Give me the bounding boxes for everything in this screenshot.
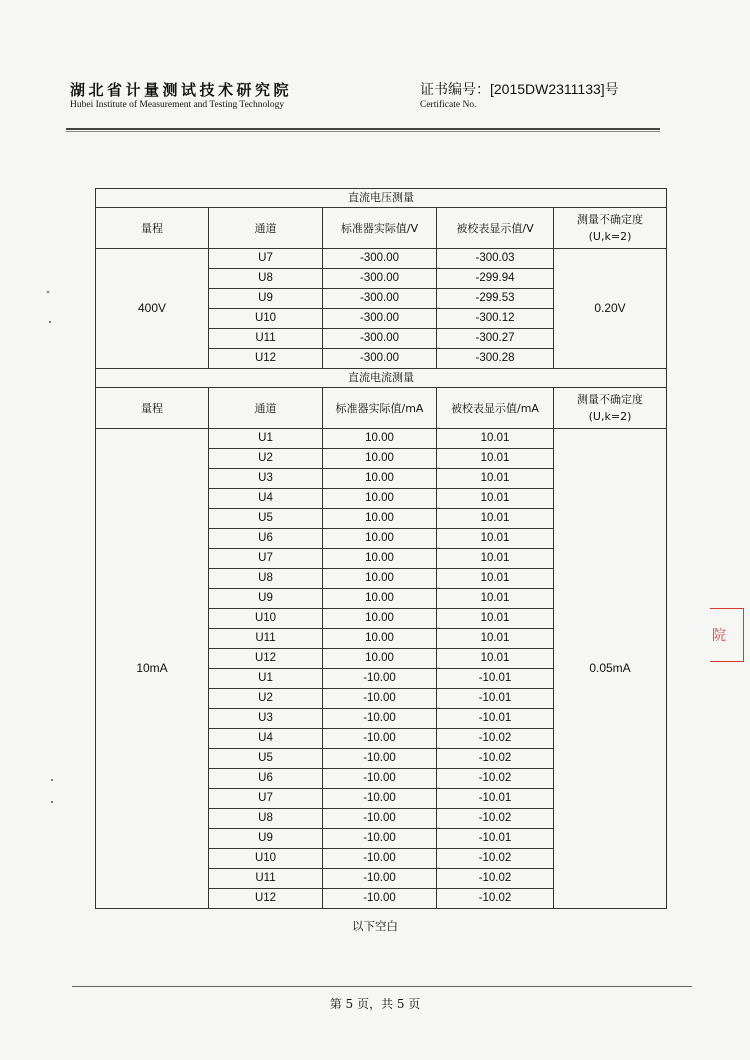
displayed-value-cell: -10.02 bbox=[437, 749, 554, 769]
footer-divider bbox=[72, 986, 692, 987]
institute-name-en: Hubei Institute of Measurement and Testing Technology bbox=[70, 100, 285, 110]
voltage-section-title: 直流电压测量 bbox=[96, 189, 667, 208]
channel-cell: U10 bbox=[209, 849, 323, 869]
standard-value-cell: -10.00 bbox=[323, 729, 437, 749]
channel-cell: U11 bbox=[209, 329, 323, 349]
certificate-number-value: [2015DW2311133] bbox=[490, 81, 605, 97]
scan-speck bbox=[51, 779, 53, 781]
scan-speck bbox=[51, 801, 53, 803]
standard-value-cell: -300.00 bbox=[323, 289, 437, 309]
scan-speck bbox=[49, 321, 51, 323]
channel-cell: U10 bbox=[209, 309, 323, 329]
channel-cell: U9 bbox=[209, 289, 323, 309]
channel-cell: U12 bbox=[209, 649, 323, 669]
certificate-label-en: Certificate No. bbox=[420, 100, 477, 110]
displayed-value-cell: -10.02 bbox=[437, 849, 554, 869]
displayed-value-cell: -299.53 bbox=[437, 289, 554, 309]
standard-value-cell: 10.00 bbox=[323, 569, 437, 589]
voltage-section-row bbox=[96, 189, 667, 208]
range-header: 量程 bbox=[96, 388, 209, 429]
channel-header: 通道 bbox=[209, 208, 323, 249]
current-header-row bbox=[96, 388, 667, 429]
certificate-suffix: 号 bbox=[604, 82, 619, 98]
channel-cell: U1 bbox=[209, 669, 323, 689]
channel-cell: U2 bbox=[209, 449, 323, 469]
displayed-value-cell: -10.01 bbox=[437, 689, 554, 709]
displayed-value-cell: -299.94 bbox=[437, 269, 554, 289]
channel-cell: U9 bbox=[209, 829, 323, 849]
displayed-value-cell: -300.03 bbox=[437, 249, 554, 269]
channel-cell: U5 bbox=[209, 509, 323, 529]
channel-cell: U8 bbox=[209, 809, 323, 829]
standard-value-cell: 10.00 bbox=[323, 469, 437, 489]
current-section-title: 直流电流测量 bbox=[96, 369, 667, 388]
voltage-dut-header: 被校表显示值/V bbox=[437, 208, 554, 249]
displayed-value-cell: -10.02 bbox=[437, 889, 554, 909]
standard-value-cell: -300.00 bbox=[323, 269, 437, 289]
channel-cell: U11 bbox=[209, 629, 323, 649]
standard-value-cell: -300.00 bbox=[323, 309, 437, 329]
displayed-value-cell: 10.01 bbox=[437, 569, 554, 589]
displayed-value-cell: 10.01 bbox=[437, 429, 554, 449]
standard-value-cell: -10.00 bbox=[323, 849, 437, 869]
standard-value-cell: 10.00 bbox=[323, 529, 437, 549]
displayed-value-cell: -10.01 bbox=[437, 709, 554, 729]
displayed-value-cell: 10.01 bbox=[437, 529, 554, 549]
displayed-value-cell: 10.01 bbox=[437, 589, 554, 609]
standard-value-cell: -10.00 bbox=[323, 749, 437, 769]
channel-cell: U8 bbox=[209, 269, 323, 289]
certificate-label: 证书编号： bbox=[420, 82, 490, 98]
standard-value-cell: -10.00 bbox=[323, 669, 437, 689]
channel-cell: U3 bbox=[209, 709, 323, 729]
channel-cell: U12 bbox=[209, 889, 323, 909]
standard-value-cell: -300.00 bbox=[323, 349, 437, 369]
uncertainty-header bbox=[554, 208, 667, 249]
channel-cell: U8 bbox=[209, 569, 323, 589]
channel-cell: U4 bbox=[209, 489, 323, 509]
channel-cell: U11 bbox=[209, 869, 323, 889]
standard-value-cell: -10.00 bbox=[323, 889, 437, 909]
standard-value-cell: -10.00 bbox=[323, 769, 437, 789]
standard-value-cell: 10.00 bbox=[323, 549, 437, 569]
standard-value-cell: -10.00 bbox=[323, 789, 437, 809]
channel-cell: U10 bbox=[209, 609, 323, 629]
certificate-number bbox=[420, 79, 619, 99]
displayed-value-cell: -10.01 bbox=[437, 789, 554, 809]
standard-value-cell: 10.00 bbox=[323, 449, 437, 469]
displayed-value-cell: 10.01 bbox=[437, 449, 554, 469]
channel-cell: U3 bbox=[209, 469, 323, 489]
current-dut-header: 被校表显示值/mA bbox=[437, 388, 554, 429]
range-header: 量程 bbox=[96, 208, 209, 249]
uncertainty-header-line1: 测量不确定度 bbox=[577, 393, 643, 406]
displayed-value-cell: -300.27 bbox=[437, 329, 554, 349]
voltage-uncertainty-cell: 0.20V bbox=[554, 249, 667, 369]
current-section-row bbox=[96, 369, 667, 388]
voltage-std-header: 标准器实际值/V bbox=[323, 208, 437, 249]
uncertainty-header-line2: (U,k=2) bbox=[588, 230, 632, 243]
displayed-value-cell: -300.28 bbox=[437, 349, 554, 369]
displayed-value-cell: 10.01 bbox=[437, 469, 554, 489]
channel-cell: U2 bbox=[209, 689, 323, 709]
displayed-value-cell: 10.01 bbox=[437, 609, 554, 629]
channel-header: 通道 bbox=[209, 388, 323, 429]
uncertainty-header bbox=[554, 388, 667, 429]
displayed-value-cell: -10.02 bbox=[437, 809, 554, 829]
displayed-value-cell: 10.01 bbox=[437, 549, 554, 569]
standard-value-cell: -300.00 bbox=[323, 329, 437, 349]
table-row bbox=[96, 249, 667, 269]
table-row bbox=[96, 429, 667, 449]
calibration-table bbox=[95, 188, 667, 909]
calibration-table-wrapper bbox=[95, 188, 667, 909]
standard-value-cell: -10.00 bbox=[323, 709, 437, 729]
displayed-value-cell: -10.02 bbox=[437, 869, 554, 889]
institute-name-cn: 湖北省计量测试技术研究院 bbox=[70, 81, 293, 99]
standard-value-cell: 10.00 bbox=[323, 609, 437, 629]
header-divider bbox=[66, 128, 660, 132]
channel-cell: U6 bbox=[209, 529, 323, 549]
current-range-cell: 10mA bbox=[96, 429, 209, 909]
channel-cell: U1 bbox=[209, 429, 323, 449]
standard-value-cell: 10.00 bbox=[323, 589, 437, 609]
displayed-value-cell: 10.01 bbox=[437, 489, 554, 509]
standard-value-cell: 10.00 bbox=[323, 629, 437, 649]
uncertainty-header-line2: (U,k=2) bbox=[588, 410, 632, 423]
uncertainty-header-line1: 测量不确定度 bbox=[577, 213, 643, 226]
calibration-table-body bbox=[96, 189, 667, 909]
channel-cell: U5 bbox=[209, 749, 323, 769]
channel-cell: U7 bbox=[209, 249, 323, 269]
current-uncertainty-cell: 0.05mA bbox=[554, 429, 667, 909]
displayed-value-cell: 10.01 bbox=[437, 509, 554, 529]
standard-value-cell: -10.00 bbox=[323, 809, 437, 829]
page-number: 第 5 页，共 5 页 bbox=[329, 997, 421, 1011]
standard-value-cell: 10.00 bbox=[323, 649, 437, 669]
standard-value-cell: 10.00 bbox=[323, 489, 437, 509]
voltage-header-row bbox=[96, 208, 667, 249]
displayed-value-cell: -10.02 bbox=[437, 769, 554, 789]
voltage-range-cell: 400V bbox=[96, 249, 209, 369]
standard-value-cell: -10.00 bbox=[323, 689, 437, 709]
channel-cell: U7 bbox=[209, 549, 323, 569]
displayed-value-cell: 10.01 bbox=[437, 629, 554, 649]
displayed-value-cell: -10.02 bbox=[437, 729, 554, 749]
channel-cell: U6 bbox=[209, 769, 323, 789]
standard-value-cell: -10.00 bbox=[323, 829, 437, 849]
displayed-value-cell: 10.01 bbox=[437, 649, 554, 669]
channel-cell: U4 bbox=[209, 729, 323, 749]
current-std-header: 标准器实际值/mA bbox=[323, 388, 437, 429]
scan-speck bbox=[47, 291, 49, 293]
displayed-value-cell: -300.12 bbox=[437, 309, 554, 329]
standard-value-cell: -300.00 bbox=[323, 249, 437, 269]
displayed-value-cell: -10.01 bbox=[437, 829, 554, 849]
official-seal-fragment: 院 bbox=[710, 608, 744, 662]
standard-value-cell: 10.00 bbox=[323, 429, 437, 449]
displayed-value-cell: -10.01 bbox=[437, 669, 554, 689]
channel-cell: U12 bbox=[209, 349, 323, 369]
blank-below-note: 以下空白 bbox=[352, 919, 398, 933]
standard-value-cell: 10.00 bbox=[323, 509, 437, 529]
channel-cell: U7 bbox=[209, 789, 323, 809]
channel-cell: U9 bbox=[209, 589, 323, 609]
standard-value-cell: -10.00 bbox=[323, 869, 437, 889]
